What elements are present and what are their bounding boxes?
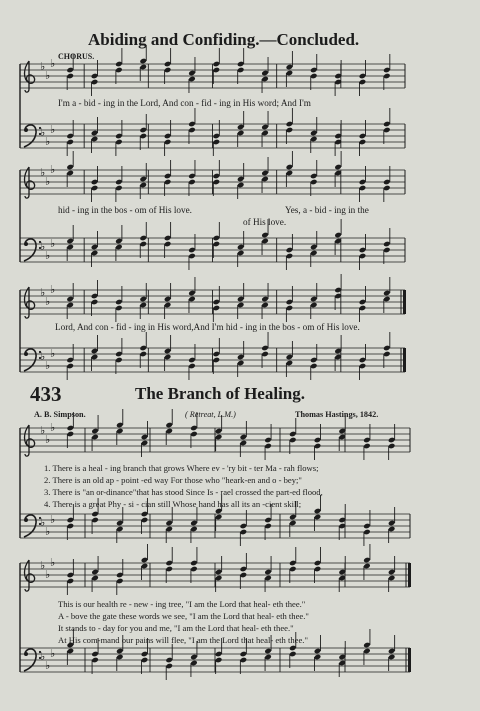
svg-text:♭: ♭ [45, 525, 51, 538]
svg-text:♭: ♭ [45, 659, 51, 672]
svg-text:♭: ♭ [40, 424, 46, 437]
hymn-title: The Branch of Healing. [135, 384, 306, 403]
svg-text:♭: ♭ [40, 286, 46, 299]
svg-text:♭: ♭ [50, 513, 56, 526]
verse-1a: 1. There is a heal - ing branch that grows Where ev - 'ry bit - ter Ma - rah flows; [44, 463, 319, 473]
svg-text:♭: ♭ [50, 556, 56, 569]
svg-text:♭: ♭ [50, 347, 56, 360]
svg-text:♭: ♭ [45, 175, 51, 188]
svg-text:♭: ♭ [40, 240, 46, 253]
chorus-lyric-line-2c: of His love. [243, 217, 287, 227]
svg-text:♭: ♭ [45, 295, 51, 308]
svg-text:♭: ♭ [50, 123, 56, 136]
verses-block-b [58, 599, 478, 647]
verse-3b: It stands to - day for you and me, "I am the Lord that heal- eth thee." [58, 623, 294, 633]
svg-text:♭: ♭ [50, 57, 56, 70]
svg-text:♭: ♭ [45, 433, 51, 446]
page-title: Abiding and Confiding.—Concluded. [88, 30, 360, 49]
svg-text:♭: ♭ [45, 69, 51, 82]
verse-1b: This is our health re - new - ing tree, "I am the Lord that heal- eth thee." [58, 599, 306, 609]
chorus-label: CHORUS. [58, 52, 95, 61]
svg-text:♭: ♭ [40, 516, 46, 529]
svg-text:♭: ♭ [45, 249, 51, 262]
verse-4a: 4. There is a great Phy - si - cian still Whose hand has all its an -cient skill; [44, 499, 302, 509]
verse-3a: 3. There is "an or-dinance"that has stood Since Is - rael crossed the part-ed flood, [44, 487, 323, 497]
chorus-lyric-line-3: Lord, And con - fid - ing in His word,And I'm hid - ing in the bos - om of His love. [55, 322, 360, 332]
svg-text:♭: ♭ [40, 350, 46, 363]
svg-text:♭: ♭ [40, 166, 46, 179]
svg-text:♭: ♭ [45, 359, 51, 372]
svg-text:♭: ♭ [40, 60, 46, 73]
verse-2a: 2. There is an old ap - point -ed way For those who "heark-en and o - bey;" [44, 475, 302, 485]
svg-text:♭: ♭ [50, 421, 56, 434]
svg-text:♭: ♭ [50, 163, 56, 176]
svg-text:♭: ♭ [40, 559, 46, 572]
chorus-lyric-line-2a: hid - ing in the bos - om of His love. [58, 205, 192, 215]
hymn-tune: ( Retreat, L.M.) [185, 410, 236, 419]
hymn-number: 433 [30, 382, 62, 406]
svg-text:♭: ♭ [40, 126, 46, 139]
svg-text:♭: ♭ [50, 283, 56, 296]
hymn-author: A. B. Simpson. [34, 410, 86, 419]
svg-text:♭: ♭ [50, 647, 56, 660]
svg-text:♭: ♭ [40, 650, 46, 663]
svg-text:♭: ♭ [45, 135, 51, 148]
chorus-lyric-line-1: I'm a - bid - ing in the Lord, And con - fid - ing in His word; And I'm [58, 98, 311, 108]
verse-2b: A - bove the gate these words we see, "I am the Lord that heal- eth thee." [58, 611, 309, 621]
svg-text:♭: ♭ [45, 568, 51, 581]
chorus-lyric-line-2b: Yes, a - bid - ing in the [285, 205, 369, 215]
hymn-composer: Thomas Hastings, 1842. [295, 410, 379, 419]
verse-4b: At His com-mand our pains will flee, "I am the Lord that heal- eth thee." [58, 635, 308, 645]
verses-block-a [44, 463, 464, 511]
svg-text:♭: ♭ [50, 237, 56, 250]
